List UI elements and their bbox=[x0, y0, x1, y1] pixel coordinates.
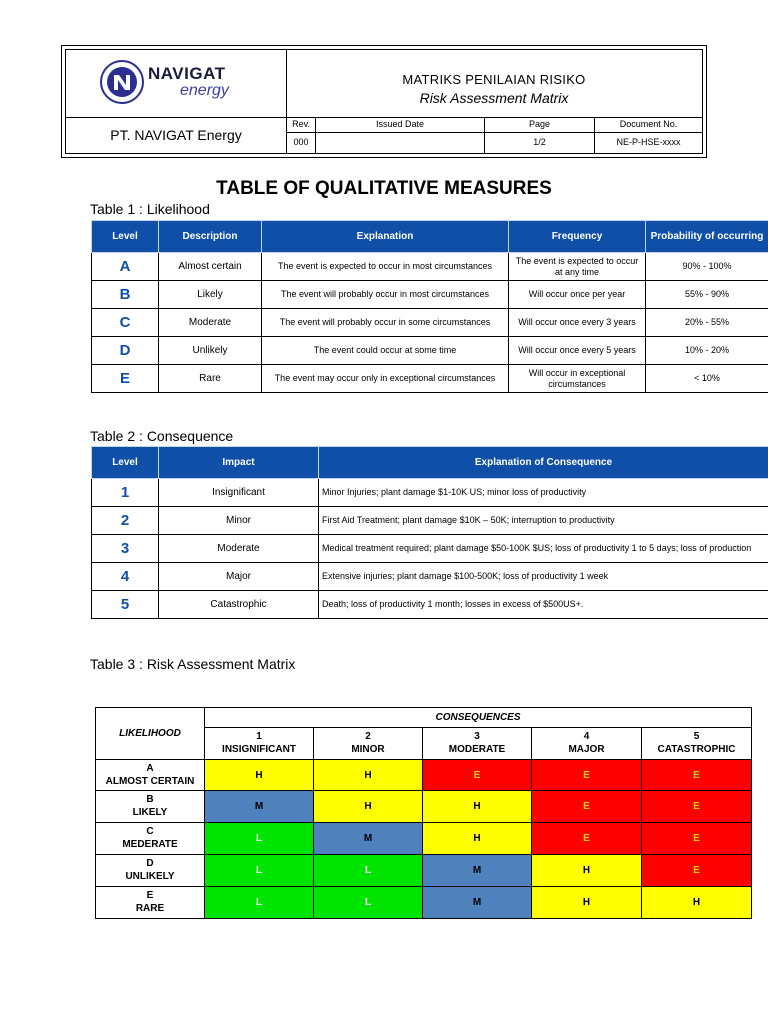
row-key: C bbox=[146, 826, 154, 837]
risk-cell: H bbox=[314, 760, 423, 791]
table-row bbox=[92, 507, 768, 535]
column-name: CATASTROPHIC bbox=[657, 744, 736, 755]
row-name: UNLIKELY bbox=[125, 871, 175, 882]
likelihood-row-header bbox=[96, 887, 205, 919]
table-row bbox=[92, 535, 768, 563]
risk-cell: H bbox=[532, 887, 642, 919]
row-key: B bbox=[146, 794, 154, 805]
document-header-inner bbox=[65, 49, 703, 154]
column-name: MODERATE bbox=[448, 744, 506, 755]
row-key: D bbox=[146, 858, 154, 869]
table-row bbox=[96, 887, 752, 919]
risk-cell: E bbox=[423, 760, 532, 791]
meta-label-rev: Rev. bbox=[292, 119, 310, 129]
likelihood-explanation: The event will probably occur in some circumstances bbox=[262, 309, 509, 337]
likelihood-row-header bbox=[96, 791, 205, 823]
risk-cell: E bbox=[642, 760, 752, 791]
likelihood-level: D bbox=[92, 337, 159, 365]
likelihood-axis-label: LIKELIHOOD bbox=[96, 708, 205, 760]
meta-value-page: 1/2 bbox=[533, 137, 546, 147]
likelihood-level: B bbox=[92, 281, 159, 309]
risk-cell: E bbox=[642, 855, 752, 887]
table-row bbox=[92, 563, 768, 591]
table-row bbox=[92, 591, 768, 619]
consequence-level: 1 bbox=[92, 479, 159, 507]
likelihood-explanation: The event is expected to occur in most circumstances bbox=[262, 253, 509, 281]
table1-header-frequency: Frequency bbox=[509, 221, 646, 253]
likelihood-description: Rare bbox=[159, 365, 262, 393]
table2-header-impact: Impact bbox=[159, 447, 319, 479]
column-number: 5 bbox=[693, 731, 700, 742]
risk-cell: H bbox=[642, 887, 752, 919]
likelihood-level: C bbox=[92, 309, 159, 337]
table-row bbox=[92, 479, 768, 507]
table-row bbox=[92, 365, 768, 393]
risk-cell: E bbox=[532, 760, 642, 791]
header-divider bbox=[286, 117, 702, 118]
column-number: 2 bbox=[365, 731, 371, 742]
consequence-level: 3 bbox=[92, 535, 159, 563]
risk-cell: H bbox=[314, 791, 423, 823]
table-row bbox=[92, 253, 768, 281]
meta-label-issued: Issued Date bbox=[375, 119, 425, 129]
risk-cell: L bbox=[314, 855, 423, 887]
column-number: 1 bbox=[256, 731, 262, 742]
table3-title: Table 3 : Risk Assessment Matrix bbox=[90, 656, 296, 672]
risk-cell: E bbox=[642, 823, 752, 855]
consequence-level: 5 bbox=[92, 591, 159, 619]
table-row bbox=[92, 337, 768, 365]
risk-cell: L bbox=[205, 855, 314, 887]
table1-title: Table 1 : Likelihood bbox=[90, 201, 210, 217]
column-number: 3 bbox=[474, 731, 480, 742]
likelihood-level: A bbox=[92, 253, 159, 281]
logo-tagline: energy bbox=[180, 82, 229, 99]
likelihood-explanation: The event will probably occur in most circumstances bbox=[262, 281, 509, 309]
table2-title: Table 2 : Consequence bbox=[90, 428, 234, 444]
consequence-column-header bbox=[532, 728, 642, 760]
risk-cell: H bbox=[205, 760, 314, 791]
table-row bbox=[96, 855, 752, 887]
likelihood-row-header bbox=[96, 760, 205, 791]
consequence-level: 2 bbox=[92, 507, 159, 535]
table-row bbox=[96, 760, 752, 791]
logo-emblem-inner bbox=[107, 67, 137, 97]
likelihood-row-header bbox=[96, 823, 205, 855]
likelihood-description: Unlikely bbox=[159, 337, 262, 365]
risk-cell: L bbox=[314, 887, 423, 919]
column-name: MAJOR bbox=[568, 744, 605, 755]
company-name: PT. NAVIGAT Energy bbox=[110, 127, 242, 143]
consequence-impact: Moderate bbox=[159, 535, 319, 563]
consequence-column-header bbox=[423, 728, 532, 760]
consequence-impact: Catastrophic bbox=[159, 591, 319, 619]
consequence-impact: Minor bbox=[159, 507, 319, 535]
likelihood-probability: 20% - 55% bbox=[646, 309, 768, 337]
risk-cell: M bbox=[423, 887, 532, 919]
risk-cell: H bbox=[532, 855, 642, 887]
company-logo bbox=[100, 56, 260, 112]
likelihood-probability: 10% - 20% bbox=[646, 337, 768, 365]
table-row bbox=[96, 823, 752, 855]
consequence-impact: Major bbox=[159, 563, 319, 591]
likelihood-probability: 90% - 100% bbox=[646, 253, 768, 281]
risk-cell: E bbox=[532, 791, 642, 823]
risk-cell: M bbox=[205, 791, 314, 823]
risk-cell: L bbox=[205, 823, 314, 855]
risk-cell: H bbox=[423, 823, 532, 855]
logo-emblem-icon bbox=[100, 60, 144, 104]
consequence-explanation: Extensive injuries; plant damage $100-500K; loss of productivity 1 week bbox=[319, 563, 768, 591]
consequence-impact: Insignificant bbox=[159, 479, 319, 507]
table1-header-description: Description bbox=[159, 221, 262, 253]
meta-value-rev: 000 bbox=[293, 137, 309, 147]
consequence-table bbox=[91, 446, 768, 619]
document-subtitle: Risk Assessment Matrix bbox=[419, 90, 569, 106]
meta-value-doc: NE-P-HSE-xxxx bbox=[616, 137, 681, 147]
consequence-column-header bbox=[314, 728, 423, 760]
header-divider bbox=[286, 132, 702, 133]
likelihood-row-header bbox=[96, 855, 205, 887]
consequences-axis-label: CONSEQUENCES bbox=[205, 708, 752, 728]
consequence-explanation: Minor Injuries; plant damage $1-10K US; minor loss of productivity bbox=[319, 479, 768, 507]
column-number: 4 bbox=[583, 731, 590, 742]
table2-header-explanation: Explanation of Consequence bbox=[319, 447, 768, 479]
likelihood-description: Likely bbox=[159, 281, 262, 309]
consequence-column-header bbox=[642, 728, 752, 760]
table1-header-probability: Probability of occurring bbox=[646, 221, 768, 253]
logo-n-icon bbox=[107, 67, 137, 97]
likelihood-frequency: The event is expected to occur at any time bbox=[509, 253, 646, 281]
likelihood-description: Almost certain bbox=[159, 253, 262, 281]
table2-header-level: Level bbox=[92, 447, 159, 479]
table1-header-level: Level bbox=[92, 221, 159, 253]
meta-label-doc: Document No. bbox=[619, 119, 678, 129]
likelihood-explanation: The event could occur at some time bbox=[262, 337, 509, 365]
likelihood-probability: 55% - 90% bbox=[646, 281, 768, 309]
row-name: MEDERATE bbox=[122, 839, 178, 850]
column-name: INSIGNIFICANT bbox=[222, 744, 296, 755]
document-header bbox=[61, 45, 707, 158]
risk-cell: L bbox=[205, 887, 314, 919]
table-row bbox=[96, 791, 752, 823]
risk-cell: E bbox=[642, 791, 752, 823]
likelihood-frequency: Will occur once every 5 years bbox=[509, 337, 646, 365]
logo-wordmark: NAVIGAT bbox=[148, 64, 226, 83]
row-name: RARE bbox=[135, 903, 165, 914]
likelihood-description: Moderate bbox=[159, 309, 262, 337]
likelihood-probability: < 10% bbox=[646, 365, 768, 393]
row-key: E bbox=[146, 890, 154, 901]
table1-header-explanation: Explanation bbox=[262, 221, 509, 253]
document-title: MATRIKS PENILAIAN RISIKO bbox=[402, 72, 586, 87]
likelihood-frequency: Will occur once per year bbox=[509, 281, 646, 309]
table-row bbox=[92, 309, 768, 337]
risk-cell: M bbox=[314, 823, 423, 855]
risk-cell: E bbox=[532, 823, 642, 855]
table-row bbox=[92, 281, 768, 309]
likelihood-frequency: Will occur in exceptional circumstances bbox=[509, 365, 646, 393]
consequence-column-header bbox=[205, 728, 314, 760]
likelihood-explanation: The event may occur only in exceptional circumstances bbox=[262, 365, 509, 393]
risk-matrix-table bbox=[95, 707, 752, 919]
meta-label-page: Page bbox=[528, 119, 551, 129]
consequence-explanation: Death; loss of productivity 1 month; losses in excess of $500US+. bbox=[319, 591, 768, 619]
risk-cell: H bbox=[423, 791, 532, 823]
row-key: A bbox=[146, 762, 154, 774]
consequence-explanation: Medical treatment required; plant damage $50-100K $US; loss of productivity 1 to 5 days; loss of production bbox=[319, 535, 768, 563]
row-name: ALMOST CERTAIN bbox=[105, 775, 195, 787]
consequence-explanation: First Aid Treatment; plant damage $10K – 50K; interruption to productivity bbox=[319, 507, 768, 535]
likelihood-frequency: Will occur once every 3 years bbox=[509, 309, 646, 337]
page-title: TABLE OF QUALITATIVE MEASURES bbox=[216, 178, 552, 199]
likelihood-level: E bbox=[92, 365, 159, 393]
row-name: LIKELY bbox=[132, 807, 168, 818]
consequence-level: 4 bbox=[92, 563, 159, 591]
risk-cell: M bbox=[423, 855, 532, 887]
likelihood-table bbox=[91, 220, 768, 393]
column-name: MINOR bbox=[351, 744, 385, 755]
